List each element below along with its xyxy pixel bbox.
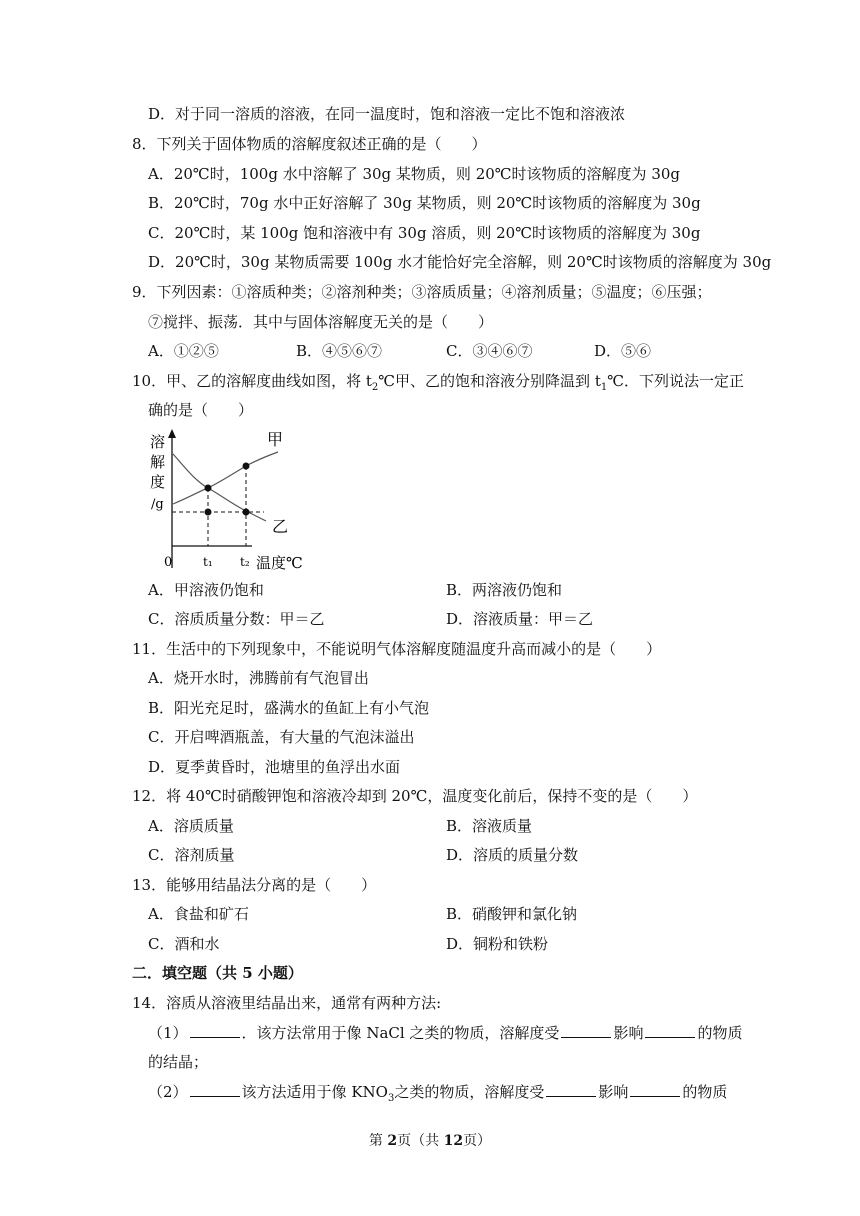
q14-2-text: 该方法适用于像 KNO [241,1083,388,1101]
question-10 [132,371,744,398]
q8-option-a: A．20℃时，100g 水中溶解了 30g 某物质，则 20℃时该物质的溶解度为 30g [148,165,681,183]
q9-option-d: D．⑤⑥ [594,342,652,360]
page-number: 2 [387,1133,398,1149]
q12-option-a: A．溶质质量 [148,817,234,835]
y-label-char-3: 度 [150,473,166,491]
question-11: 11．生活中的下列现象中，不能说明气体溶解度随温度升高而减小的是（ ） [132,640,662,658]
q14-2-subscript: 3 [387,1093,395,1104]
question-12: 12．将 40℃时硝酸钾饱和溶液冷却到 20℃，温度变化前后，保持不变的是（ ） [132,787,698,805]
q8-option-c: C．20℃时，某 100g 饱和溶液中有 30g 溶质，则 20℃时该物质的溶解度为 30g [148,224,701,242]
blank-field [190,1022,240,1038]
q10-option-c: C．溶质质量分数：甲＝乙 [148,610,325,628]
y-label-char-2: 解 [150,453,166,471]
q14-1-text: ．该方法常用于像 NaCl 之类的物质，溶解度受 [241,1024,560,1042]
t1-point [205,509,212,516]
q11-option-a: A．烧开水时，沸腾前有气泡冒出 [148,669,369,687]
question-8: 8．下列关于固体物质的溶解度叙述正确的是（ ） [132,135,487,153]
q11-option-b: B．阳光充足时，盛满水的鱼缸上有小气泡 [148,699,430,717]
page-footer [0,1130,860,1150]
q10-option-a: A．甲溶液仍饱和 [148,581,264,599]
curve-jia [173,452,278,504]
q8-option-d: D．20℃时，30g 某物质需要 100g 水才能恰好完全溶解，则 20℃时该物质的溶解度为 30g [148,253,772,271]
q12-option-d: D．溶质的质量分数 [446,846,579,864]
curve-yi [173,454,266,521]
q7-option-d: D．对于同一溶质的溶液，在同一温度时，饱和溶液一定比不饱和溶液浓 [148,105,626,123]
blank-field [561,1022,611,1038]
blank-field [630,1081,680,1097]
question-9-cont: ⑦搅拌、振荡．其中与固体溶解度无关的是（ ） [148,313,494,331]
q14-1-text-2: 影响 [613,1024,644,1042]
yi-point-t2 [243,509,250,516]
origin-label: 0 [164,555,173,570]
y-label-char-1: 溶 [150,433,166,451]
footer-text-2: 页（共 [397,1133,444,1149]
q14-part-1-cont: 的结晶； [148,1053,209,1071]
q14-part-1 [148,1022,742,1043]
blank-field [190,1081,240,1097]
y-unit-label: /g [151,497,164,512]
q13-option-b: B．硝酸钾和氯化钠 [446,905,578,923]
q14-2-text-2: 之类的物质，溶解度受 [394,1083,545,1101]
q12-option-b: B．溶液质量 [446,817,533,835]
t1-label: t₁ [203,555,213,569]
section-heading-fill-in: 二．填空题（共 5 小题） [132,964,303,982]
total-pages: 12 [443,1133,464,1149]
q10-sub-t1: 1 [600,382,608,393]
q13-option-c: C．酒和水 [148,935,220,953]
q14-1-text-3: 的物质 [697,1024,743,1042]
q9-option-b: B．④⑤⑥⑦ [296,342,383,360]
q11-option-c: C．开启啤酒瓶盖，有大量的气泡沫溢出 [148,728,415,746]
q14-1-label: （1） [148,1024,188,1042]
q10-text-1: 10．甲、乙的溶解度曲线如图，将 t [132,372,372,390]
q14-2-text-3: 影响 [598,1083,629,1101]
q9-option-a: A．①②⑤ [148,342,219,360]
y-axis-arrow [168,429,176,438]
blank-field [546,1081,596,1097]
curve-yi-label: 乙 [272,517,289,536]
question-10-cont: 确的是（ ） [148,401,254,419]
q12-option-c: C．溶剂质量 [148,846,235,864]
q11-option-d: D．夏季黄昏时，池塘里的鱼浮出水面 [148,758,401,776]
question-14: 14．溶质从溶液里结晶出来，通常有两种方法: [132,994,442,1012]
jia-point-t2 [243,463,250,470]
q10-option-d: D．溶液质量：甲＝乙 [446,610,594,628]
q14-part-2 [148,1081,727,1109]
solubility-curve-figure [142,426,317,576]
question-13: 13．能够用结晶法分离的是（ ） [132,876,377,894]
q10-text-3: ℃．下列说法一定正 [607,372,744,390]
t2-label: t₂ [240,555,250,569]
q8-option-b: B．20℃时，70g 水中正好溶解了 30g 某物质，则 20℃时该物质的溶解度为 30g [148,194,701,212]
curve-jia-label: 甲 [267,430,284,449]
q10-text-2: ℃甲、乙的饱和溶液分别降温到 t [378,372,601,390]
q14-2-label: （2） [148,1083,188,1101]
blank-field [645,1022,695,1038]
q10-option-b: B．两溶液仍饱和 [446,581,563,599]
q13-option-d: D．铜粉和铁粉 [446,935,549,953]
q14-2-text-4: 的物质 [682,1083,728,1101]
q10-sub-t2: 2 [371,382,379,393]
q13-option-a: A．食盐和矿石 [148,905,249,923]
question-9: 9．下列因素：①溶质种类；②溶剂种类；③溶质质量；④溶剂质量；⑤温度；⑥压强； [132,283,712,301]
footer-text-1: 第 [368,1133,388,1149]
q9-option-c: C．③④⑥⑦ [446,342,533,360]
footer-text-3: 页） [463,1133,492,1149]
x-axis-label: 温度℃ [256,554,303,572]
intersection-point [205,485,212,492]
